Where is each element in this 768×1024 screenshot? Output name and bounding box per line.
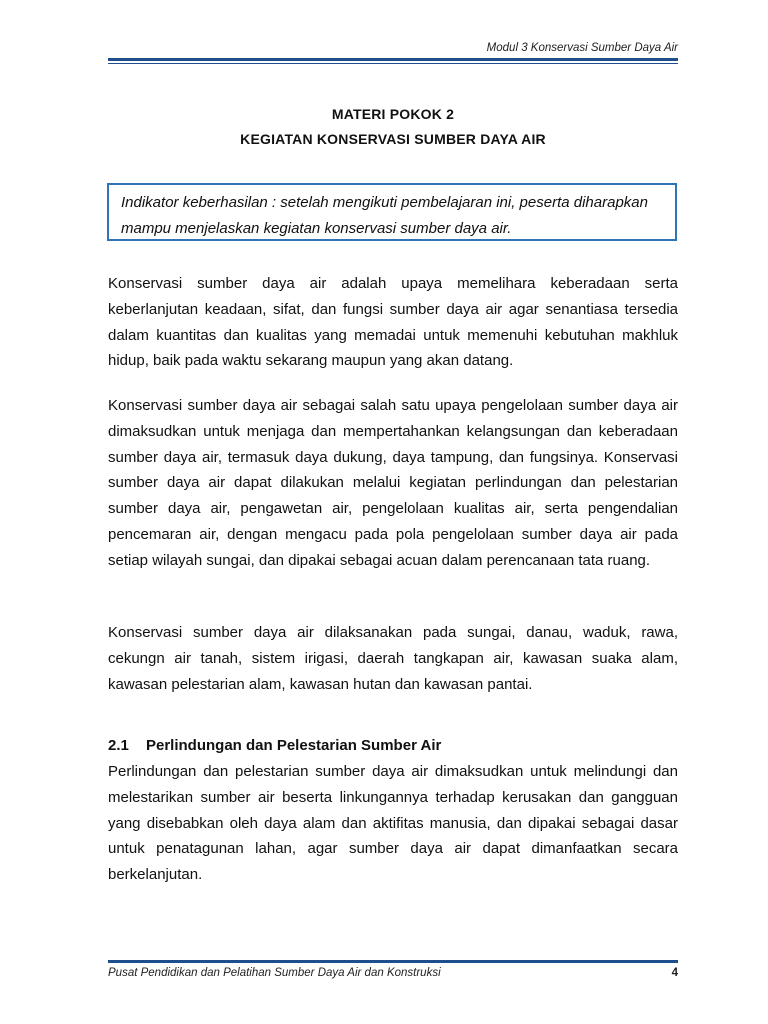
footer-institution: Pusat Pendidikan dan Pelatihan Sumber Daya Air dan Konstruksi bbox=[108, 967, 441, 979]
header-rule-thin bbox=[108, 63, 678, 64]
footer-rule bbox=[108, 960, 678, 963]
section-body: Perlindungan dan pelestarian sumber daya air dimaksudkan untuk melindungi dan melestarikan sumber air beserta linkungannya terhadap kerusakan dan gangguan yang disebabkan oleh daya alam dan aktifitas manusia, dan dipakai sebagai dasar untuk penatagunan lahan, agar sumber daya air dapat dimanfaatkan secara berkelanjutan. bbox=[108, 763, 678, 884]
indicator-text: Indikator keberhasilan : setelah mengikuti pembelajaran ini, peserta diharapkan mampu menjelaskan kegiatan konservasi sumber daya air. bbox=[121, 194, 648, 237]
running-header: Modul 3 Konservasi Sumber Daya Air bbox=[486, 42, 678, 54]
section-number: 2.1 bbox=[108, 737, 129, 754]
paragraph-3: Konservasi sumber daya air dilaksanakan pada sungai, danau, waduk, rawa, cekungn air tanah, sistem irigasi, daerah tangkapan air, kawasan suaka alam, kawasan pelestarian alam, kawasan hutan dan kawasan pantai. bbox=[108, 624, 678, 693]
page-number: 4 bbox=[671, 967, 678, 979]
header-rule-thick bbox=[108, 58, 678, 61]
paragraph-2: Konservasi sumber daya air sebagai salah satu upaya pengelolaan sumber daya air dimaksudkan untuk menjaga dan mempertahankan kelangsungan dan keberadaan sumber daya air, termasuk daya dukung, daya tampung, dan fungsinya. Konservasi sumber daya air dapat dilakukan melalui kegiatan perlindungan dan pelestarian sumber daya air, pengawetan air, pengelolaan kualitas air, serta pengendalian pencemaran air, dengan mengacu pada pola pengelolaan sumber daya air pada setiap wilayah sungai, dan dipakai sebagai acuan dalam perencanaan tata ruang. bbox=[108, 397, 678, 569]
page-title-line2: KEGIATAN KONSERVASI SUMBER DAYA AIR bbox=[240, 131, 546, 147]
section-title: Perlindungan dan Pelestarian Sumber Air bbox=[146, 737, 442, 754]
section-heading bbox=[108, 737, 678, 754]
paragraph-1: Konservasi sumber daya air adalah upaya memelihara keberadaan serta keberlanjutan keadaan, sifat, dan fungsi sumber daya air agar senantiasa tersedia dalam kuantitas dan kualitas yang memadai untuk memenuhi kebutuhan makhluk hidup, baik pada waktu sekarang maupun yang akan datang. bbox=[108, 275, 678, 370]
page-title-line1: MATERI POKOK 2 bbox=[331, 106, 455, 122]
indicator-box bbox=[107, 183, 677, 241]
